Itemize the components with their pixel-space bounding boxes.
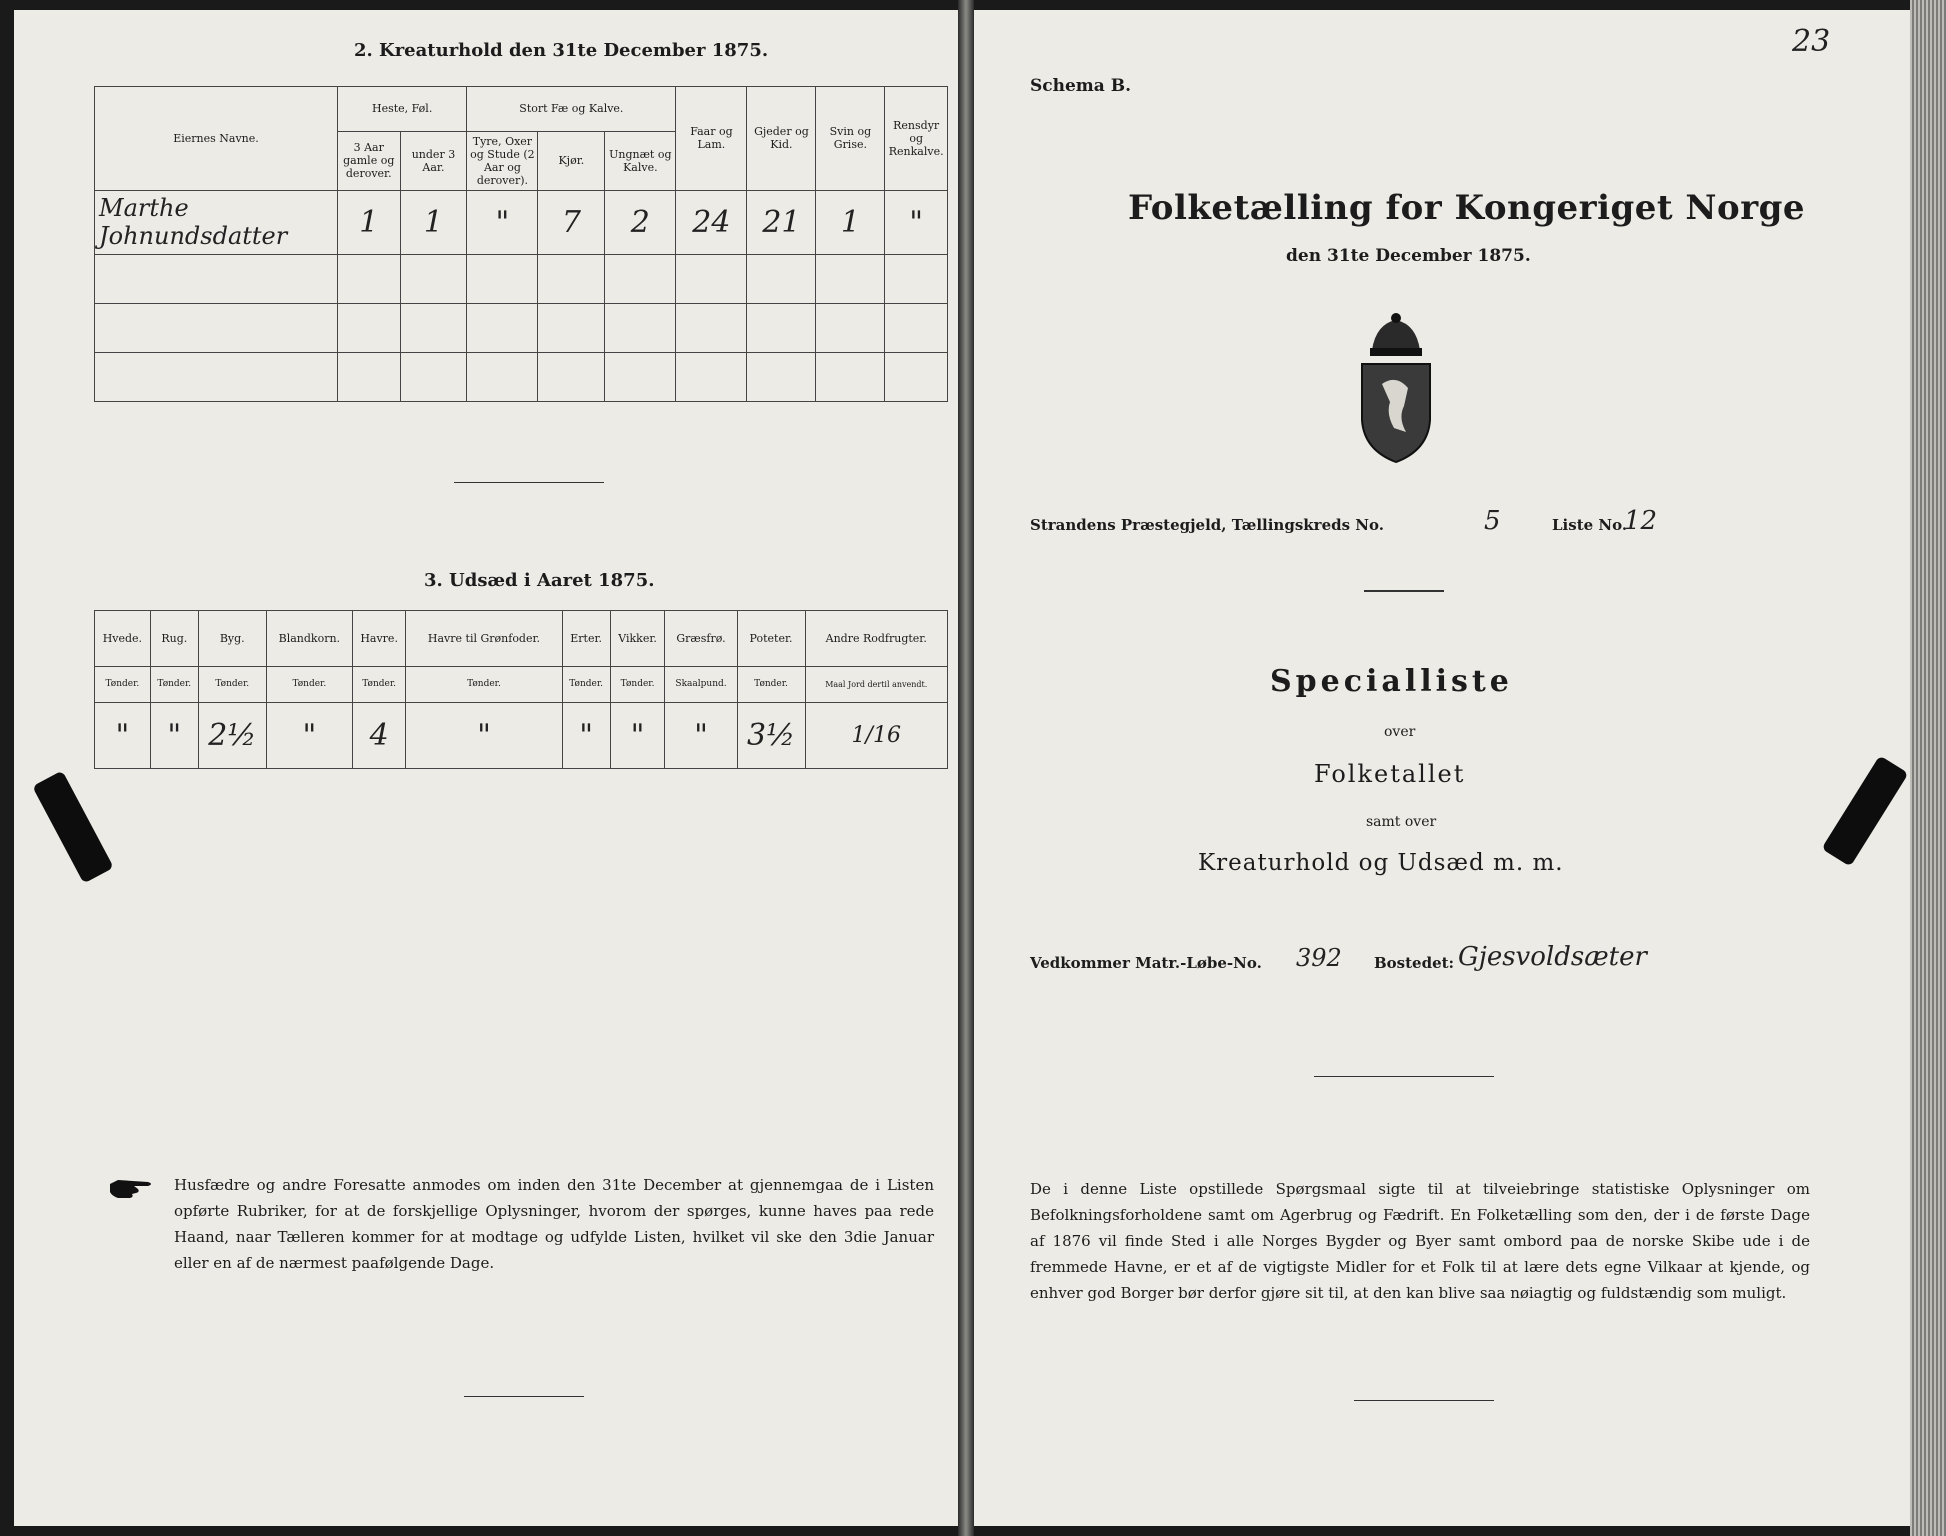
col-header: Byg. [198,611,266,667]
value-cell: " [610,703,665,769]
horses-header: Heste, Føl. [337,87,466,132]
col-header: Erter. [562,611,610,667]
bosted-value: Gjesvoldsæter [1458,942,1647,972]
reindeer-header: Rensdyr og Renkalve. [885,87,948,191]
samt-over-label: samt over [1366,814,1437,830]
folketallet-label: Folketallet [1314,760,1466,788]
livestock-table [94,86,948,402]
value-cell: 24 [676,190,747,254]
col-header: Rug. [150,611,198,667]
col-header: Andre Rodfrugter. [805,611,948,667]
list-label: Liste No. [1552,516,1628,534]
matr-number: 392 [1296,944,1342,972]
goats-header: Gjeder og Kid. [747,87,816,191]
sheep-header: Faar og Lam. [676,87,747,191]
value-cell: 2 [605,190,676,254]
value-cell: 1 [337,190,400,254]
district-label: Strandens Præstegjeld, Tællingskreds No. [1030,516,1384,534]
col-header: Blandkorn. [266,611,352,667]
value-cell: 3½ [737,703,805,769]
section3-heading: 3. Udsæd i Aaret 1875. [424,570,655,591]
divider [1364,590,1444,592]
unit-cell: Maal Jord dertil anvendt. [805,667,948,703]
unit-cell: Tønder. [737,667,805,703]
page-number: 23 [1792,24,1831,59]
col-header: Vikker. [610,611,665,667]
divider [454,482,604,483]
unit-cell: Tønder. [266,667,352,703]
over-label: over [1384,724,1416,740]
value-cell: " [562,703,610,769]
district-number: 5 [1484,506,1501,536]
unit-cell: Tønder. [95,667,151,703]
unit-cell: Tønder. [406,667,562,703]
owner-col-header: Eiernes Navne. [95,87,338,191]
value-cell: " [95,703,151,769]
kreaturhold-label: Kreaturhold og Udsæd m. m. [1198,850,1564,876]
divider [1354,1400,1494,1401]
matr-label: Vedkommer Matr.-Løbe-No. [1030,954,1262,972]
schema-label: Schema B. [1030,76,1132,96]
sowing-table [94,610,948,769]
unit-cell: Tønder. [610,667,665,703]
left-page [14,10,958,1526]
form-title: Folketælling for Kongeriget Norge [1128,188,1806,228]
value-cell: 7 [538,190,605,254]
cattle-header: Stort Fæ og Kalve. [467,87,676,132]
right-page [974,10,1910,1526]
unit-cell: Tønder. [150,667,198,703]
horses-old-header: 3 Aar gamle og derover. [337,131,400,190]
value-cell: " [406,703,562,769]
divider [464,1396,584,1397]
page-stack-edge [1910,0,1946,1536]
table-row [95,190,948,254]
table-row [95,703,948,769]
form-date: den 31te December 1875. [1286,246,1531,266]
divider [1314,1076,1494,1077]
oxen-header: Tyre, Oxer og Stude (2 Aar og derover). [467,131,538,190]
value-cell: " [665,703,737,769]
value-cell: 1 [400,190,467,254]
notice-text: Husfædre og andre Foresatte anmodes om inden den 31te December at gjennemgaa de i Listen opførte Rubriker, for at de forskjellige Oplysninger, hvorom der spørges, kunne haves paa rede Haand, naar Tælleren kommer for at modtage og udfylde Listen, hvilket vil ske den 3die Januar eller en af de nærmest paafølgende Dage. [174,1176,934,1272]
table-row [95,352,948,401]
value-cell: " [467,190,538,254]
unit-cell: Tønder. [352,667,405,703]
owner-name: Marthe Johnundsdatter [95,190,338,254]
unit-cell: Tønder. [198,667,266,703]
value-cell: 1/16 [805,703,948,769]
specialliste-title: Specialliste [1270,664,1513,699]
value-cell: " [150,703,198,769]
unit-cell: Tønder. [562,667,610,703]
coat-of-arms-icon [1356,310,1436,466]
col-header: Poteter. [737,611,805,667]
table-row [95,254,948,303]
col-header: Hvede. [95,611,151,667]
value-cell: 21 [747,190,816,254]
cows-header: Kjør. [538,131,605,190]
list-number: 12 [1624,506,1658,536]
section2-heading: 2. Kreaturhold den 31te December 1875. [354,40,769,61]
unit-cell: Skaalpund. [665,667,737,703]
value-cell: " [885,190,948,254]
info-paragraph: De i denne Liste opstillede Spørgsmaal sigte til at tilveiebringe statistiske Oplysninger om Befolkningsforholdene samt om Agerbrug og Fædrift. En Folketælling som den, der i de første Dage af 1876 vil finde Sted i alle Norges Bygder og Byer samt ombord paa de norske Skibe ude i de fremmede Havne, er et af de vigtigste Midler for et Folk til at lære dets egne Vilkaar at kjende, og enhver god Borger bør derfor gjøre sit til, at den kan blive saa nøiagtig og fuldstændig som muligt. [1030,1180,1810,1302]
calves-header: Ungnæt og Kalve. [605,131,676,190]
bosted-label: Bostedet: [1374,954,1455,972]
table-row [95,303,948,352]
col-header: Havre til Grønfoder. [406,611,562,667]
value-cell: 1 [816,190,885,254]
pointing-hand-icon [108,1174,154,1202]
horses-young-header: under 3 Aar. [400,131,467,190]
value-cell: 4 [352,703,405,769]
col-header: Græsfrø. [665,611,737,667]
value-cell: 2½ [198,703,266,769]
value-cell: " [266,703,352,769]
pigs-header: Svin og Grise. [816,87,885,191]
book-gutter [958,0,974,1536]
col-header: Havre. [352,611,405,667]
